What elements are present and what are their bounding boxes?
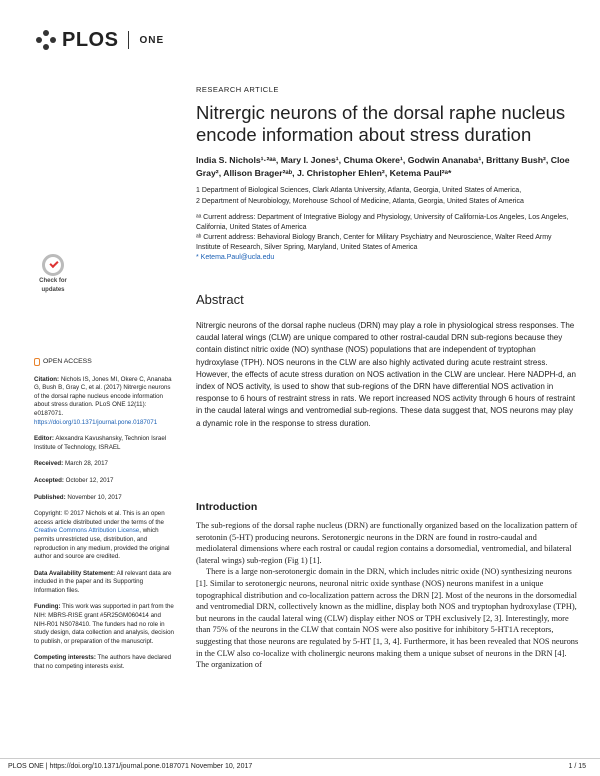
introduction-body [196,520,580,671]
article-info-sidebar [34,358,174,680]
journal-name: ONE [139,34,165,46]
data-availability-text: All relevant data are included in the paper and its Supporting Information files. [34,569,172,594]
footer-divider [0,758,600,759]
intro-paragraph: There is a large non-serotonergic domain in the DRN, which includes nitric oxide (NO) synthesizing neurons [1]. Similar to serotonergic neurons, neuronal nitric oxide synthase (NOS) neurons manifest in a unique topographical distribution and co-localization pattern across the DRN [2]. Most of the neurons in the dorsomedial and ventromedial DRN, collectively known as the midline, display both NOS and tryptophan hydroxylase (TPH), but neurons in the caudal lateral wing (CLW) display either NOS or TPH exclusively [2, 3]. Interestingly, more than 75% of the neurons in the CLW that contain NOS were also positive for inhibitory 5-HT1A receptors, suggesting that those neurons are regulated by 5-HT [1, 3, 4]. Furthermore, it has been revealed that NOS neurons in the CLW also co-localize with cholinergic neurons making them a unique subset of neurons in the DRN [4]. The organization of [196,567,579,670]
funding-block [34,603,174,646]
intro-paragraph: The sub-regions of the dorsal raphe nucleus (DRN) are functionally organized based on the localization pattern of serotonin (5-HT) producing neurons. Serotonergic neurons in the DRN are found in rostro-caudal and mediolateral dimensions where each rostral or caudal region contains a dorsomedial, ventromedial, and bilateral (lateral wings) sub-region (Fig 1) [1]. [196,521,578,565]
logo-word: PLOS [62,28,119,51]
editor-text: Alexandra Kavushansky, Technion Israel Institute of Technology, ISRAEL [34,435,167,451]
current-address-note: ᵃᵃ Current address: Department of Integrative Biology and Physiology, University of California-Los Angeles, Los Angeles, California, United States of America [196,214,569,231]
open-access-label: OPEN ACCESS [43,358,92,365]
competing-interests-block [34,654,174,671]
copyright-text: Copyright: © 2017 Nichols et al. This is an open access article distributed under the terms of the [34,510,165,526]
citation-doi-link[interactable]: https://doi.org/10.1371/journal.pone.0187071 [34,418,158,426]
funding-text: This work was supported in part from the NIH: MBRS-RISE grant #5R25GM060414 and NIH-R01 NS078410. The funders had no role in study design, data collection and analysis, decision to publish, or preparation of the manuscript. [34,603,174,645]
logo-divider [128,31,129,49]
badge-label-1: Check for [39,278,67,284]
citation-block [34,376,174,428]
received-label: Received: [34,460,64,468]
open-access-indicator [34,358,174,367]
received-date: March 28, 2017 [64,460,108,468]
affiliation-item: 1 Department of Biological Sciences, Clark Atlanta University, Atlanta, Georgia, United States of America, [196,187,522,194]
citation-label: Citation: [34,375,60,383]
author-list: India S. Nichols¹·²ᵃᵃ, Mary I. Jones¹, Chuma Okere¹, Godwin Ananaba¹, Brittany Bush², Cloe Gray², Allison Brager²ᵃᵇ, J. Christopher Ehlen², Ketema Paul²ᵃ* [196,155,570,178]
plos-dots-icon [36,30,56,50]
competing-interests-text: The authors have declared that no competing interests exist. [34,654,172,671]
abstract-heading: Abstract [196,292,244,307]
competing-interests-label: Competing interests: [34,654,96,662]
abstract-text: Nitrergic neurons of the dorsal raphe nucleus (DRN) may play a role in physiological stress responses. The caudal lateral wings (CLW) are unique compared to other rostral-caudal DRN sub-regions because they contain distinct nitric oxide (NO) synthase (NOS) populations that are independent of tryptophan hydroxylase (TPH). NOS neurons in the CLW are also highly activated during acute restraint stress. However, the effects of acute stress duration on NOS activation in the CLW are unclear. Here NADPH-d, an index of NOS activity, is used to show that sub-regions of the DRN have differential NOS activation in response to 6 hours of restraint stress in rats. We report increased NOS activity through 6 hours of restraint in the caudal lateral wings and ventromedial sub-regions. These data suggest that, NOS neurons may play a dynamic role in the response to stress duration. [196,321,576,428]
badge-label-2: updates [41,287,65,293]
citation-text: Nichols IS, Jones MI, Okere C, Ananaba G, Bush B, Gray C, et al. (2017) Nitrergic neurons of the dorsal raphe nucleus encode information about stress duration. PLoS ONE 12(11): e0187071. [34,375,172,417]
published-block [34,494,174,503]
accepted-date: October 12, 2017 [65,476,114,484]
affiliation-item: 2 Department of Neurobiology, Morehouse School of Medicine, Atlanta, Georgia, United States of America [196,198,524,205]
published-label: Published: [34,493,66,501]
corresponding-email-link[interactable]: * Ketema.Paul@ucla.edu [196,254,275,261]
license-link[interactable]: Creative Commons Attribution License [34,527,140,535]
journal-logo [36,26,164,54]
data-availability-block [34,570,174,596]
copyright-text-end: , which permits unrestricted use, distribution, and reproduction in any medium, provided the original author and source are credited. [34,527,170,561]
accepted-label: Accepted: [34,476,64,484]
article-type: RESEARCH ARTICLE [196,85,279,94]
funding-label: Funding: [34,603,61,611]
open-lock-icon [34,358,40,366]
introduction-heading: Introduction [196,501,258,513]
copyright-block [34,510,174,562]
footer-citation: PLOS ONE | https://doi.org/10.1371/journal.pone.0187071 November 10, 2017 [8,763,253,770]
editor-block [34,435,174,452]
affiliations [196,185,576,207]
author-notes [196,213,576,264]
current-address-note: ᵃᵇ Current address: Behavioral Biology Branch, Center for Military Psychiatry and Neuroscience, Walter Reed Army Institute of Research, Silver Spring, Maryland, United States of America [196,234,552,251]
page-number: 1 / 15 [568,763,586,770]
received-block [34,460,174,469]
editor-label: Editor: [34,435,54,443]
check-updates-icon [42,254,64,276]
accepted-block [34,477,174,486]
article-title: Nitrergic neurons of the dorsal raphe nucleus encode information about stress duration [196,102,566,145]
data-availability-label: Data Availability Statement: [34,569,116,577]
check-for-updates-badge[interactable] [34,254,72,298]
published-date: November 10, 2017 [67,493,122,501]
